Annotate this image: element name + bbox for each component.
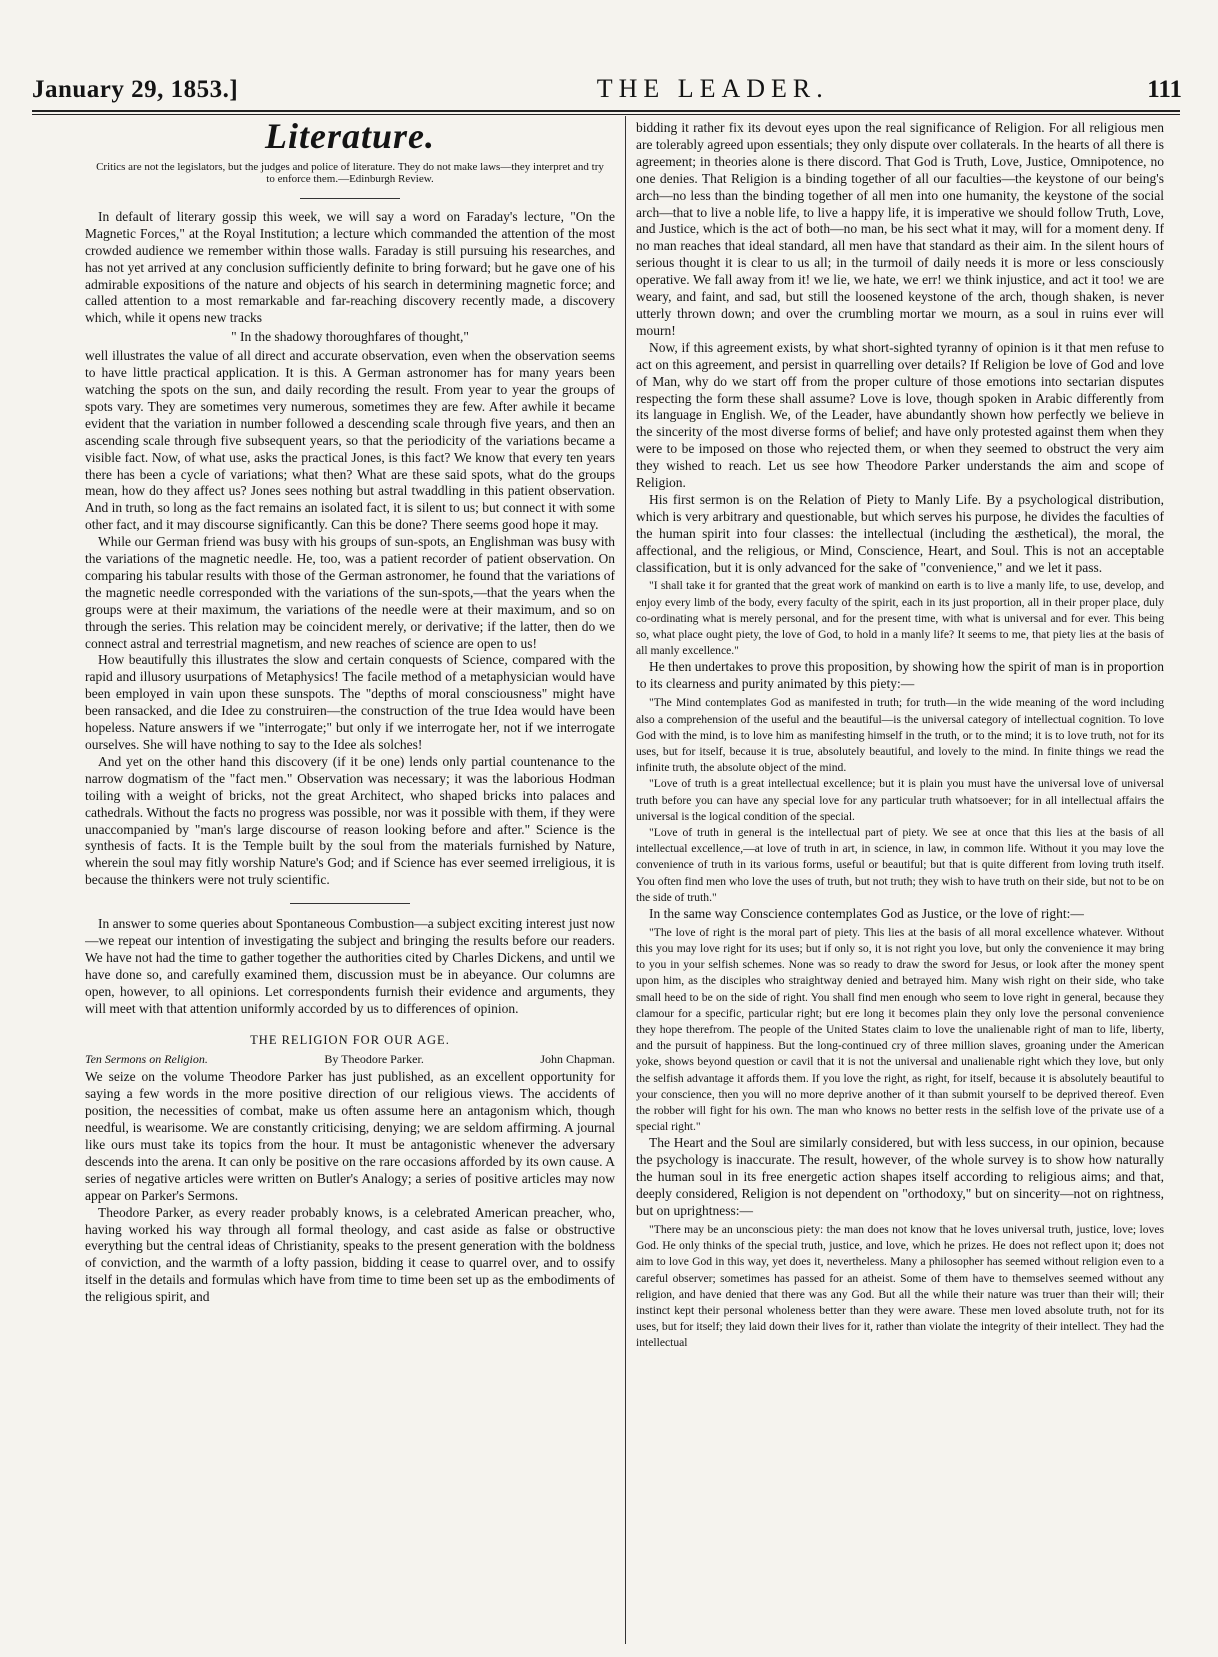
page-header (32, 70, 1182, 104)
book-author: By Theodore Parker. (324, 1051, 424, 1066)
paragraph: bidding it rather fix its devout eyes upon the real significance of Religion. For all religious men are tolerably agreed upon essentials; they only dispute over collaterals. In the hearts of all there is agreement; in theories alone is there discord. That God is Truth, Love, Justice, Omnipotence, no one denies. That Religion is a binding together of all our faculties—the keystone of our being's arch—no less than the binding together of all men into one humanity, the keystone of the social arch—that to live a noble life, to live a happy life, it is imperative we should follow Truth, Love, and Justice, which is the act of both—no man, be his sect what it may, will for a moment deny. If no man reaches that ideal standard, all men have that standard as their aim. In the silent hours of serious thought it is clear to us all; in the turmoil of daily needs it is more or less consciously operative. We fall away from it! we lie, we hate, we err! we think injustice, and act it too! we are weary, and faint, and sad, but still the loosened keystone of the arch, though shaken, is never utterly thrown down; and over the crumbling mortar we mourn, as a soul in ruins ever will mourn! (636, 120, 1164, 338)
quote-paragraph: "Love of truth is a great intellectual excellence; but it is plain you must have the universal love of universal truth before you can have any special love for any particular truth whatsoever; for in all intellectual affairs the universal is the logical condition of the special. (636, 777, 1164, 823)
quote-paragraph: "There may be an unconscious piety: the man does not know that he loves universal truth, justice, love; loves God. He only thinks of the special truth, justice, and love, which he prizes. He does not reflect upon it; does not aim to love God in this way, yet does it, nevertheless. Many a philosopher has seemed without religion even to a careful observer; sometimes has passed for an atheist. Some of them have to themselves seemed without any religion, and have denied that there was any God. But all the while their nature was truer than their will; their instinct kept their personal wholeness better than they were aware. These men loved absolute truth, not for its uses, but for itself; they laid down their lives for it, rather than violate the integrity of their intellect. They had the intellectual (636, 1223, 1164, 1350)
quote-paragraph: "The Mind contemplates God as manifested in truth; for truth—in the wide meaning of the word including also a comprehension of the useful and the beautiful—is the universal category of intellectual cognition. To love God with the mind, is to love him as manifesting himself in the truth, or to the mind; it is to love truth, not for its uses, but for itself, because it is true, absolutely beautiful, and lovely to the mind. In finite things we read the infinite truth, the absolute object of the mind. (636, 696, 1164, 775)
issue-date: January 29, 1853.] (32, 76, 239, 103)
book-citation (85, 1051, 615, 1068)
block-quote (636, 695, 1164, 906)
block-quote (636, 1222, 1164, 1352)
block-quote (636, 578, 1164, 659)
section-title: Literature. (265, 120, 435, 156)
quote-paragraph: "Love of truth in general is the intellectual part of piety. We see at once that this lies at the basis of all intellectual excellence,—at love of truth in art, in science, in law, in common life. Without it you may love the convenience of truth in its various forms, useful or beautiful; but that is quite different from loving truth itself. You often find men who love the uses of truth, but not truth; they wish to have truth on their side, but not to be on the side of truth." (636, 825, 1164, 904)
page-number: 111 (1147, 76, 1182, 103)
paragraph: Now, if this agreement exists, by what short-sighted tyranny of opinion is it that men refuse to act on this agreement, and persist in quarrelling over details? If Religion be love of God and love of Man, why do we start off from the proper culture of those emotions into sectarian disputes respecting the form these shall assume? Love is love, though spoken in Arabic differently from its language in English. We, of the Leader, have abundantly shown how perfectly we believe in the sincerity of the most diverse forms of belief; and have only protested against them when they were to be imposed on those who rejected them, or when they seemed to obstruct the very aim they wished to reach. Let us see how Theodore Parker understands the aim and scope of Religion. (636, 339, 1164, 491)
masthead-title: THE LEADER. (596, 74, 829, 103)
article-separator (290, 903, 410, 904)
paragraph: How beautifully this illustrates the slow and certain conquests of Science, compared with the rapid and illusory usurpations of Metaphysics! The facile method of a metaphysician would have been employed in vain upon these sunspots. The "depths of moral consciousness" might have been ransacked, and die Idee zu construiren—the construction of the true Idea would have been hopeless. Nature answers if we "interrogate;" but only if we interrogate her, not if we interrogate ourselves. She will have nothing to say to the Idee als solches! (85, 652, 615, 752)
header-rule (32, 110, 1180, 112)
paragraph: In the same way Conscience contemplates God as Justice, or the love of right:— (649, 905, 1084, 921)
paragraph: He then undertakes to prove this proposition, by showing how the spirit of man is in proportion to its clearness and purity animated by this piety:— (636, 659, 1164, 692)
motto-rule (300, 198, 400, 199)
block-quote (636, 925, 1164, 1136)
paragraph: And yet on the other hand this discovery (if it be one) lends only partial countenance to the narrow dogmatism of the "fact men." Observation was necessary; it was the laborious Hodman toiling with a weight of bricks, not the great Architect, who shaped bricks into palaces and cathedrals. Without the facts no progress was possible, nor was it possible with them, if they were unaccompanied by "man's large discourse of reason looking before and after." Science is the synthesis of facts. It is the Temple built by the soul from the materials furnished by Nature, wherein the soul may fitly worship Nature's God; and if Science has ever seemed irreligious, it is because the thinkers were not truly scientific. (85, 753, 615, 888)
right-column (636, 120, 1164, 1645)
book-title: Ten Sermons on Religion. (85, 1051, 208, 1066)
paragraph: Theodore Parker, as every reader probably knows, is a celebrated American preacher, who, having worked his way through all formal theology, and cast aside as false or obstructive everything but the central ideas of Christianity, speaks to the present generation with the boldness of conviction, and the warmth of a lofty passion, bidding it cease to quarrel over, and to ossify itself in the details and formulas which have from time to time been set up as the embodiments of the religious spirit, and (85, 1204, 615, 1305)
section-motto: Critics are not the legislators, but the judges and police of literature. They do not make laws—they interpret and try to enforce them.—Edinburgh Review. (96, 160, 604, 186)
column-divider (625, 116, 626, 1644)
paragraph: In default of literary gossip this week, we will say a word on Faraday's lecture, "On the Magnetic Forces," at the Royal Institution; a lecture which commanded the attention of the most crowded audience we remember within those walls. Faraday is still pursuing his researches, and has not yet arrived at any conclusion sufficiently definite to bring forward; but he gave one of his admirable expositions of the nature and objects of his search in determining magnetic force; and called attention to a most remarkable and far-reaching discovery recently made, a discovery which, while it opens new tracks (85, 208, 615, 326)
paragraph: The Heart and the Soul are similarly considered, but with less success, in our opinion, because the psychology is inaccurate. The result, however, of the whole survey is to show how naturally the human soul in its free energetic action shapes itself according to religious aims; and that, deeply considered, Religion is not dependent on "orthodoxy," but on sincerity—not on rightness, but on uprightness:— (636, 1135, 1164, 1219)
paragraph: His first sermon is on the Relation of Piety to Manly Life. By a psychological distribution, which is very arbitrary and questionable, but which serves his purpose, he divides the faculties of the human spirit into four classes: the intellectual (including the æsthetical), the moral, the affectional, and the religious, or Mind, Conscience, Heart, and Soul. This is not an acceptable classification, but it is only advanced for the sake of "convenience," and we let it pass. (636, 491, 1164, 575)
paragraph: While our German friend was busy with his groups of sun-spots, an Englishman was busy with the variations of the magnetic needle. He, too, was a patient recorder of patient observation. On comparing his tabular results with those of the German astronomer, he found that the variations of the magnetic needle corresponded with the variations of the sun-spots,—that the years when the groups were at their maximum, the variations of the needle were at their maximum, and so on through the series. This relation may be coincident merely, or derivative; if the latter, then do we connect astral and terrestrial magnetism, and new reaches of science are open to us! (85, 534, 615, 651)
paragraph: well illustrates the value of all direct and accurate observation, even when the observation seems to have little practical application. It is this. A German astronomer has for many years been watching the spots on the sun, and daily recording the result. From year to year the groups of spots vary. They are sometimes very numerous, sometimes they are few. After awhile it became evident that the variation in number followed a descending scale through five years, and then an ascending scale through five subsequent years, so that the periodicity of the variations became a visible fact. Now, of what use, asks the practical Jones, is this fact? We know that every ten years there has been a cycle of variations; what then? What are these said spots, what do the groups mean, how do they affect us? Jones sees nothing but astral twaddling in this patient observation. And in truth, so long as the fact remains an isolated fact, it is silent to us; but connect it with some other fact, and it may discourse significantly. Can this be done? There seems good hope it may. (85, 348, 615, 533)
verse-quote: " In the shadowy thoroughfares of thought," (231, 329, 469, 345)
quote-paragraph: "The love of right is the moral part of piety. This lies at the basis of all moral excellence whatever. Without this you may love right for its uses; but if only so, it is not right you love, but only the convenience it may bring to you in your selfish schemes. None was so ready to draw the sword for Jesus, or look after the money spent upon him, as the disciples who straightway denied and betrayed him. Many wish right on their side, who take small heed to be on the side of right. You shall find men enough who seem to love right in general, because they clamour for a specific, particular right; but ere long it becomes plain they only love the personal convenience they hope therefrom. The people of the United States claim to love the unalienable right of man to life, liberty, and the pursuit of happiness. But the long-continued cry of three million slaves, groaning under the American yoke, shows beyond question or cavil that it is not the universal and unalienable right which they love, but only the selfish advantage it affords them. If you love the right, as right, for itself, because it is absolutely beautiful to your conscience, then you will no more deprive another of it than submit yourself to be deprived thereof. Even the robber will fight for his own. The man who knows no better rests in the selfish love of the private use of a special right." (636, 925, 1164, 1134)
quote-paragraph: "I shall take it for granted that the great work of mankind on earth is to live a manly life, to use, develop, and enjoy every limb of the body, every faculty of the spirit, each in its just proportion, all in their proper place, duly co-ordinating what is merely personal, and for the present time, with what is universal and for ever. This being so, what place ought piety, the love of God, to hold in a manly life? It seems to me, that piety lies at the basis of all manly excellence." (636, 579, 1164, 658)
header-rule-thin (32, 114, 1180, 115)
paragraph: In answer to some queries about Spontaneous Combustion—a subject exciting interest just now—we repeat our intention of investigating the subject and bringing the results before our readers. We have not had the time to gather together the authorities cited by Charles Dickens, and until we have done so, and carefully examined them, discussion must be in abeyance. Our columns are open, however, to all opinions. Let correspondents furnish their evidence and arguments, they will meet with that attention uniformly accorded by us to differences of opinion. (85, 916, 615, 1016)
paragraph: We seize on the volume Theodore Parker has just published, as an excellent opportunity for saying a few words in the more positive direction of our religious views. The accidents of position, the necessities of combat, make us often assume here an antagonism which, though needful, is wearisome. We are constantly criticising, denying; we are seldom affirming. A journal like ours must take its topics from the hour. It must be antagonistic whenever the adversary descends into the arena. It can only be positive on the rare occasions afforded by its own cause. A series of negative articles were written on Butler's Analogy; a series of positive articles may now appear on Parker's Sermons. (85, 1069, 615, 1203)
review-heading: THE RELIGION FOR OUR AGE. (250, 1032, 450, 1047)
left-column (85, 120, 615, 1645)
book-publisher: John Chapman. (540, 1051, 615, 1066)
